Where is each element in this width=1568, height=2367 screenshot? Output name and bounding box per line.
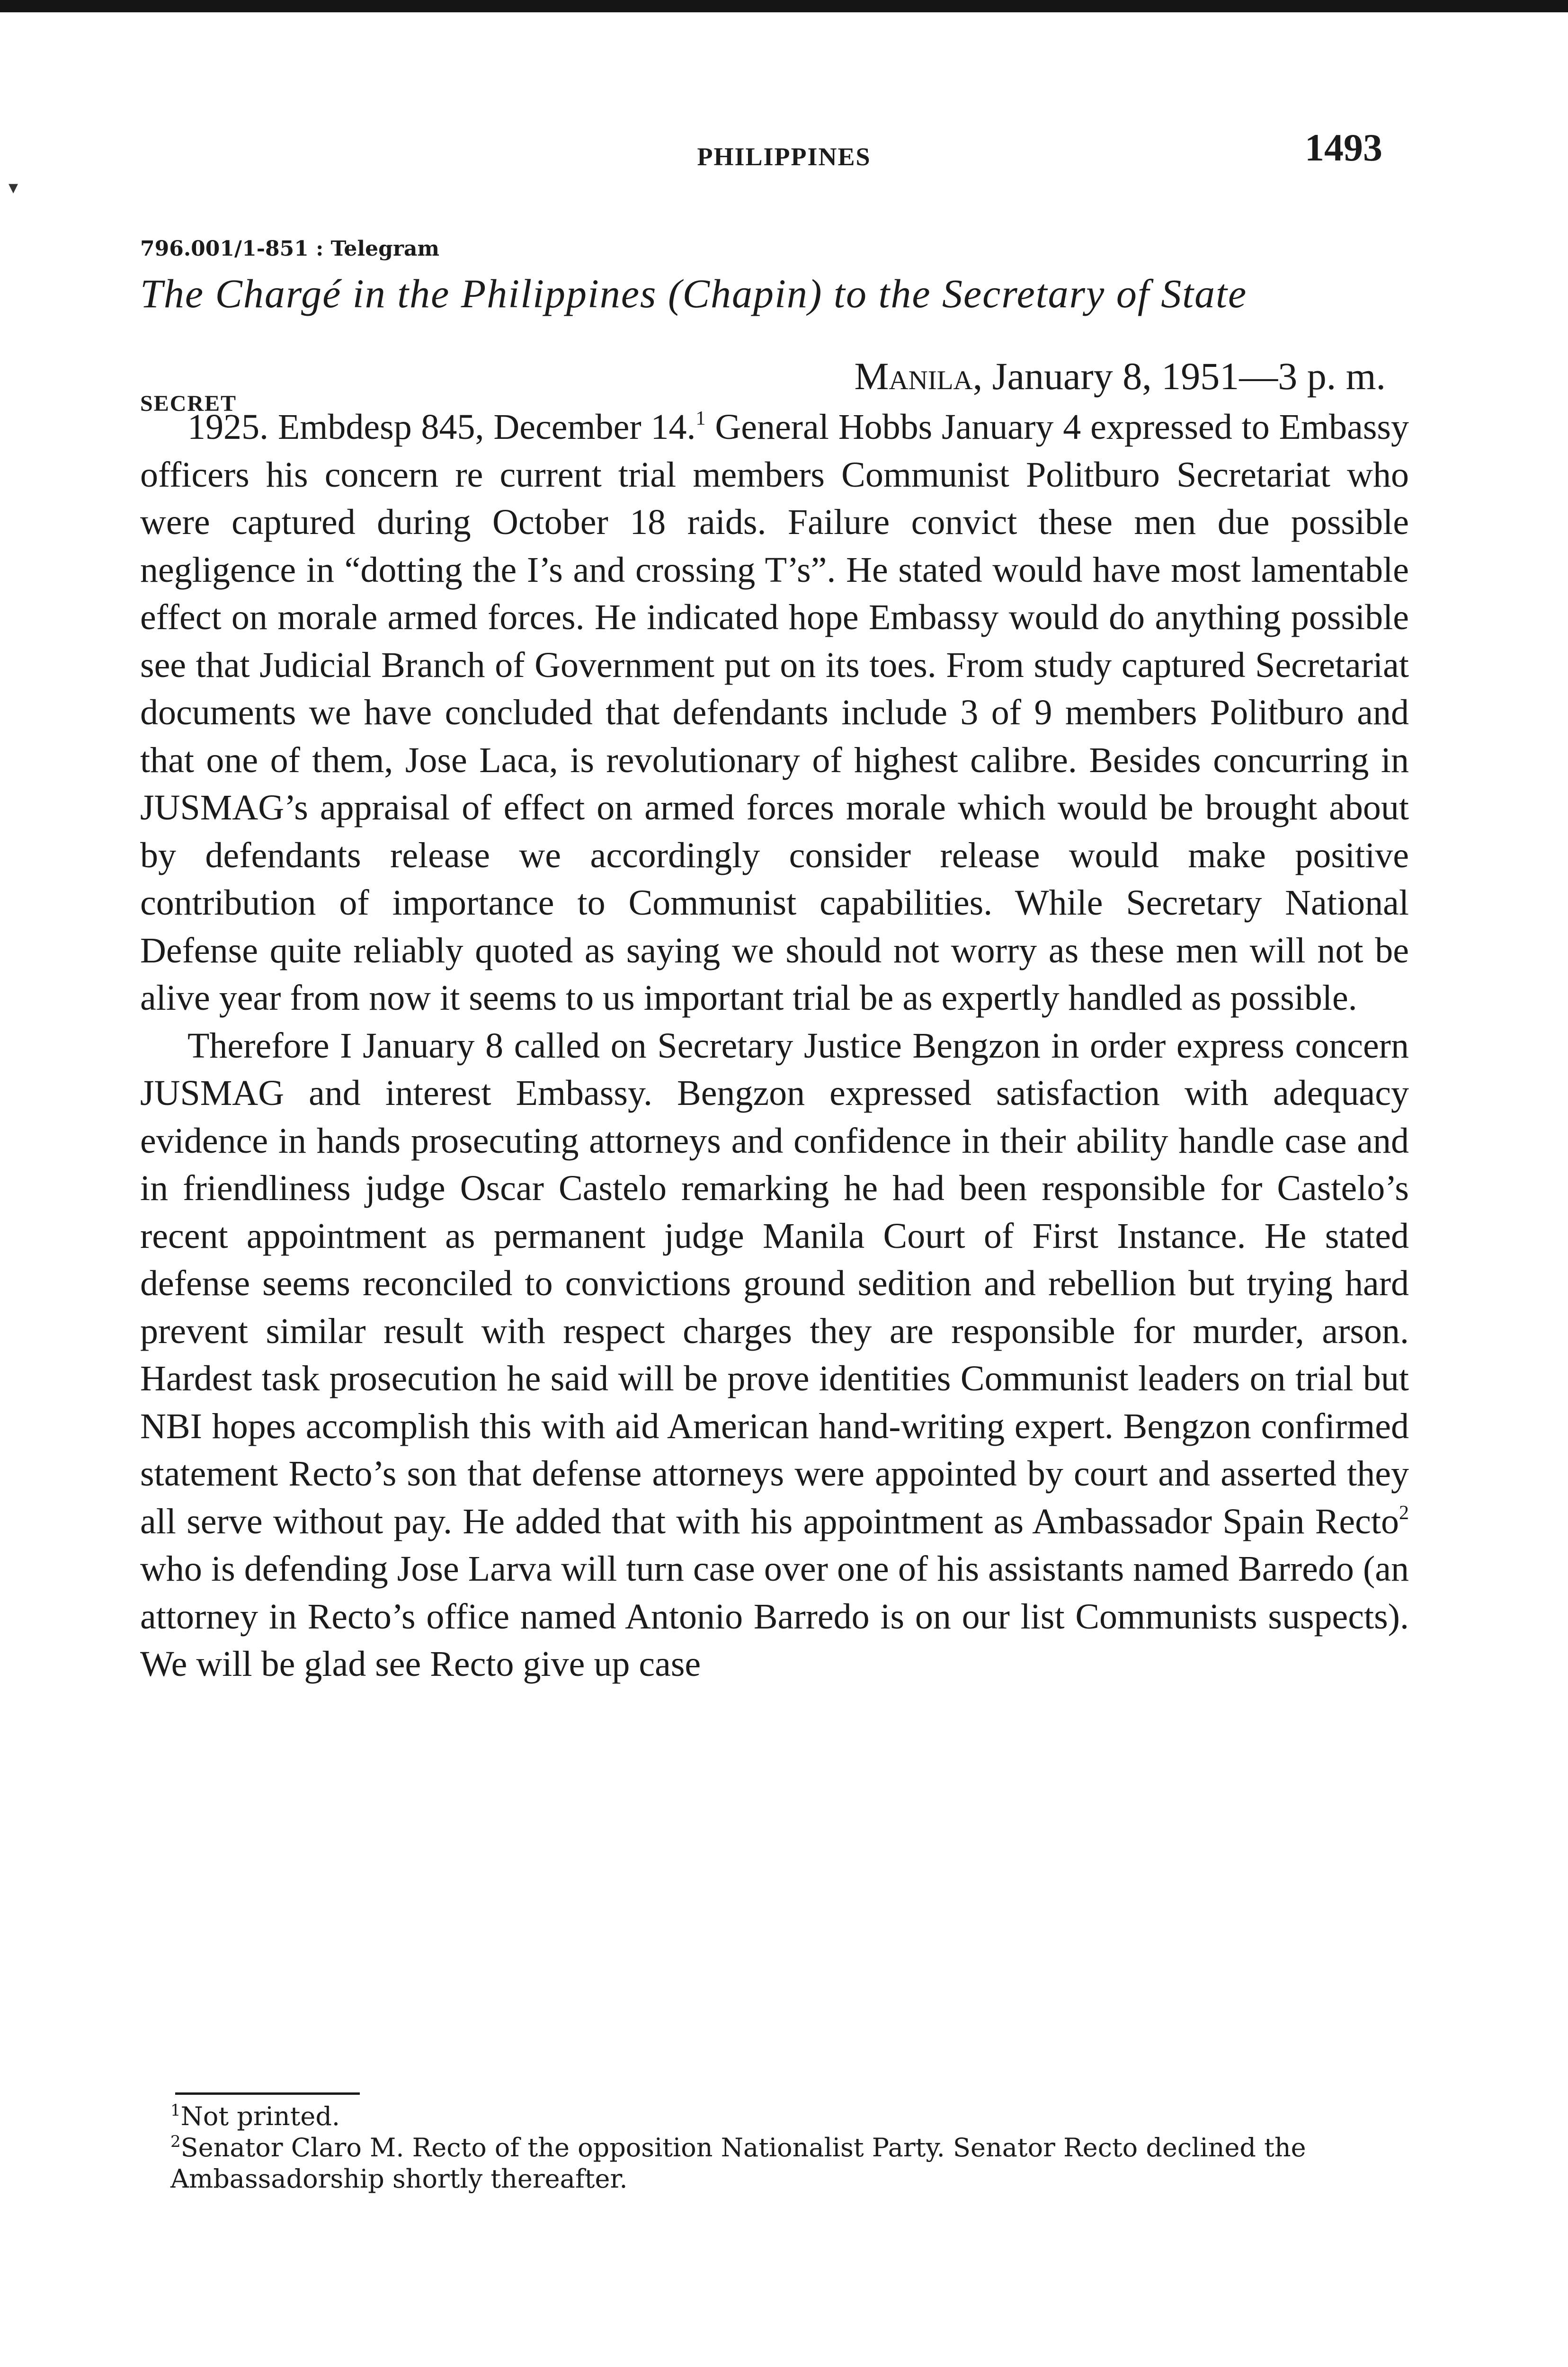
document-title: The Chargé in the Philippines (Chapin) to the Secretary of State <box>140 271 1247 316</box>
file-reference: 796.001/1-851 : Telegram <box>140 237 440 261</box>
paragraph-2 <box>140 1022 1409 1688</box>
paragraph-1-text: General Hobbs January 4 expressed to Embassy officers his concern re current trial members Communist Politburo Secretariat who were captured during October 18 raids. Failure convict these men due possible negligence in “dotting the I’s and crossing T’s”. He stated would have most lamentable effect on morale armed forces. He indicated hope Embassy would do anything possible see that Judicial Branch of Government put on its toes. From study captured Secretariat documents we have concluded that defendants include 3 of 9 members Politburo and that one of them, Jose Laca, is revolutionary of highest calibre. Besides concurring in JUSMAG’s appraisal of effect on armed forces morale which would be brought about by defendants release we accordingly consider release would make positive contribution of importance to Communist capabilities. While Secretary National Defense quite reliably quoted as saying we should not worry as these men will not be alive year from now it seems to us important trial be as expertly handled as possible. <box>140 407 1409 1018</box>
footnote-1-text: Not printed. <box>180 2101 340 2131</box>
paragraph-1-lead: 1925. Embdesp 845, December 14. <box>187 407 696 447</box>
top-border-rule <box>0 0 1568 12</box>
margin-bullet-mark: ▾ <box>9 177 18 198</box>
footnote-1 <box>170 2101 1416 2132</box>
classification-label: SECRET <box>140 391 237 416</box>
footnote-1-mark: 1 <box>170 2101 181 2120</box>
dateline-date: , January 8, 1951—3 p. m. <box>972 355 1386 398</box>
footnote-divider <box>175 2092 360 2095</box>
dateline <box>855 354 1386 399</box>
paragraph-2-lead: Therefore I January 8 called on Secretary Justice Bengzon in order express concern JUSMAG and interest Embassy. Bengzon expressed satisfaction with adequacy evidence in hands prosecuting attorneys and confidence in their ability handle case and in friendliness judge Oscar Castelo remarking he had been responsible for Castelo’s recent appointment as permanent judge Manila Court of First Instance. He stated defense seems reconciled to convictions ground sedition and rebellion but trying hard prevent similar result with respect charges they are responsible for murder, arson. Hardest task prosecution he said will be prove identities Communist leaders on trial but NBI hopes accomplish this with aid American hand-writing expert. Bengzon confirmed statement Recto’s son that defense attorneys were appointed by court and asserted they all serve without pay. He added that with his appointment as Ambassador Spain Recto <box>140 1025 1409 1541</box>
dateline-city: Manila <box>854 355 973 398</box>
running-head: PHILIPPINES <box>697 142 871 171</box>
footnote-ref-2: 2 <box>1399 1502 1409 1524</box>
footnote-ref-1: 1 <box>695 408 706 429</box>
footnote-2-text: Senator Claro M. Recto of the opposition Nationalist Party. Senator Recto declined the Ambassadorship shortly thereafter. <box>170 2133 1306 2194</box>
footnotes <box>170 2101 1416 2195</box>
page-number: 1493 <box>1305 126 1382 169</box>
footnote-2-mark: 2 <box>170 2132 181 2151</box>
paragraph-1 <box>140 403 1409 1022</box>
telegram-body <box>140 403 1409 1688</box>
paragraph-2-text: who is defending Jose Larva will turn case over one of his assistants named Barredo (an attorney in Recto’s office named Antonio Barredo is on our list Communists suspects). We will be glad see Recto give up case <box>140 1549 1409 1684</box>
footnote-2 <box>170 2132 1416 2195</box>
